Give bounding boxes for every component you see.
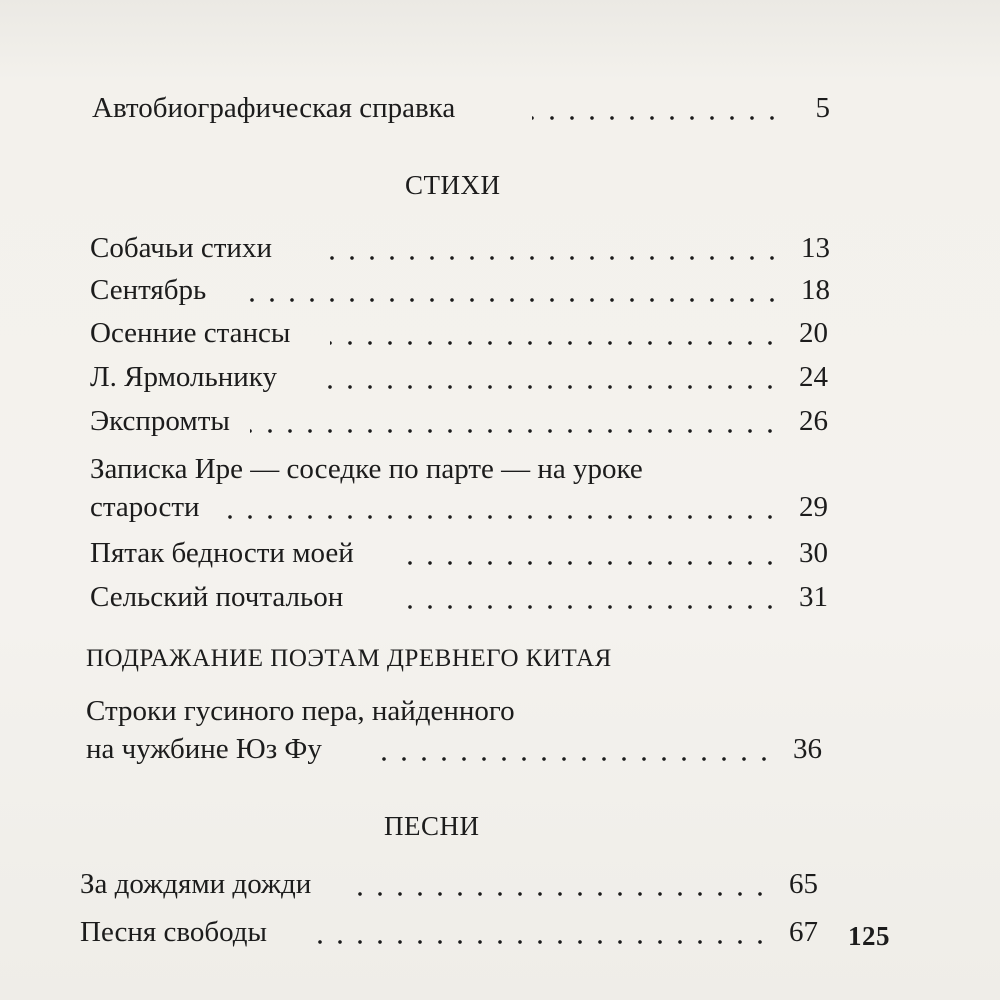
toc-entry-page: 65 <box>789 868 818 900</box>
toc-entry-page: 26 <box>799 405 828 437</box>
leader-dots <box>228 515 780 519</box>
toc-entry-page: 67 <box>789 916 818 948</box>
toc-entry-page: 13 <box>801 232 830 264</box>
toc-entry <box>90 577 828 617</box>
toc-entry <box>90 453 828 527</box>
toc-entry <box>86 695 822 769</box>
leader-dots <box>310 940 770 944</box>
toc-entry <box>92 88 830 128</box>
toc-entry-title: Пятак бедности моей <box>90 537 354 569</box>
leader-dots <box>396 561 780 565</box>
toc-entry <box>90 313 828 353</box>
toc-entry <box>90 533 828 573</box>
toc-entry-title: старости <box>90 491 200 523</box>
toc-entry <box>80 912 818 952</box>
toc-entry-page: 5 <box>815 92 830 124</box>
toc-entry <box>90 357 828 397</box>
section-heading: СТИХИ <box>405 170 501 200</box>
section-heading: ПЕСНИ <box>384 811 480 841</box>
toc-entry-title: За дождями дожди <box>80 868 312 900</box>
toc-entry-title: Осенние стансы <box>90 317 291 349</box>
page-number: 125 <box>848 921 890 951</box>
toc-entry-title: Песня свободы <box>80 916 268 948</box>
leader-dots <box>250 429 780 433</box>
leader-dots <box>240 298 782 302</box>
toc-entry-title: Л. Ярмольнику <box>90 361 277 393</box>
toc-entry-title: на чужбине Юз Фу <box>86 733 322 765</box>
toc-entry-page: 31 <box>799 581 828 613</box>
leader-dots <box>328 256 782 260</box>
toc-entry-title: Автобиографическая справка <box>92 92 456 124</box>
leader-dots <box>532 116 782 120</box>
leader-dots <box>330 341 780 345</box>
leader-dots <box>366 757 774 761</box>
toc-entry <box>90 270 830 310</box>
leader-dots <box>328 385 780 389</box>
toc-entry-page: 20 <box>799 317 828 349</box>
toc-entry <box>90 228 830 268</box>
toc-entry-title: Собачьи стихи <box>90 232 272 264</box>
toc-entry-page: 30 <box>799 537 828 569</box>
toc-entry <box>80 864 818 904</box>
toc-entry-title: Экспромты <box>90 405 230 437</box>
toc-entry <box>90 401 828 441</box>
toc-entry-title-line1: Строки гусиного пера, найденного <box>86 695 515 727</box>
toc-entry-page: 29 <box>799 491 828 523</box>
toc-entry-page: 36 <box>793 733 822 765</box>
leader-dots <box>358 892 770 896</box>
toc-entry-page: 24 <box>799 361 828 393</box>
section-heading: ПОДРАЖАНИЕ ПОЭТАМ ДРЕВНЕГО КИТАЯ <box>86 645 612 672</box>
toc-entry-title: Сельский почтальон <box>90 581 344 613</box>
toc-entry-title-line1: Записка Ире — соседке по парте — на уроке <box>90 453 643 485</box>
toc-entry-page: 18 <box>801 274 830 306</box>
toc-entry-title: Сентябрь <box>90 274 207 306</box>
leader-dots <box>396 605 780 609</box>
